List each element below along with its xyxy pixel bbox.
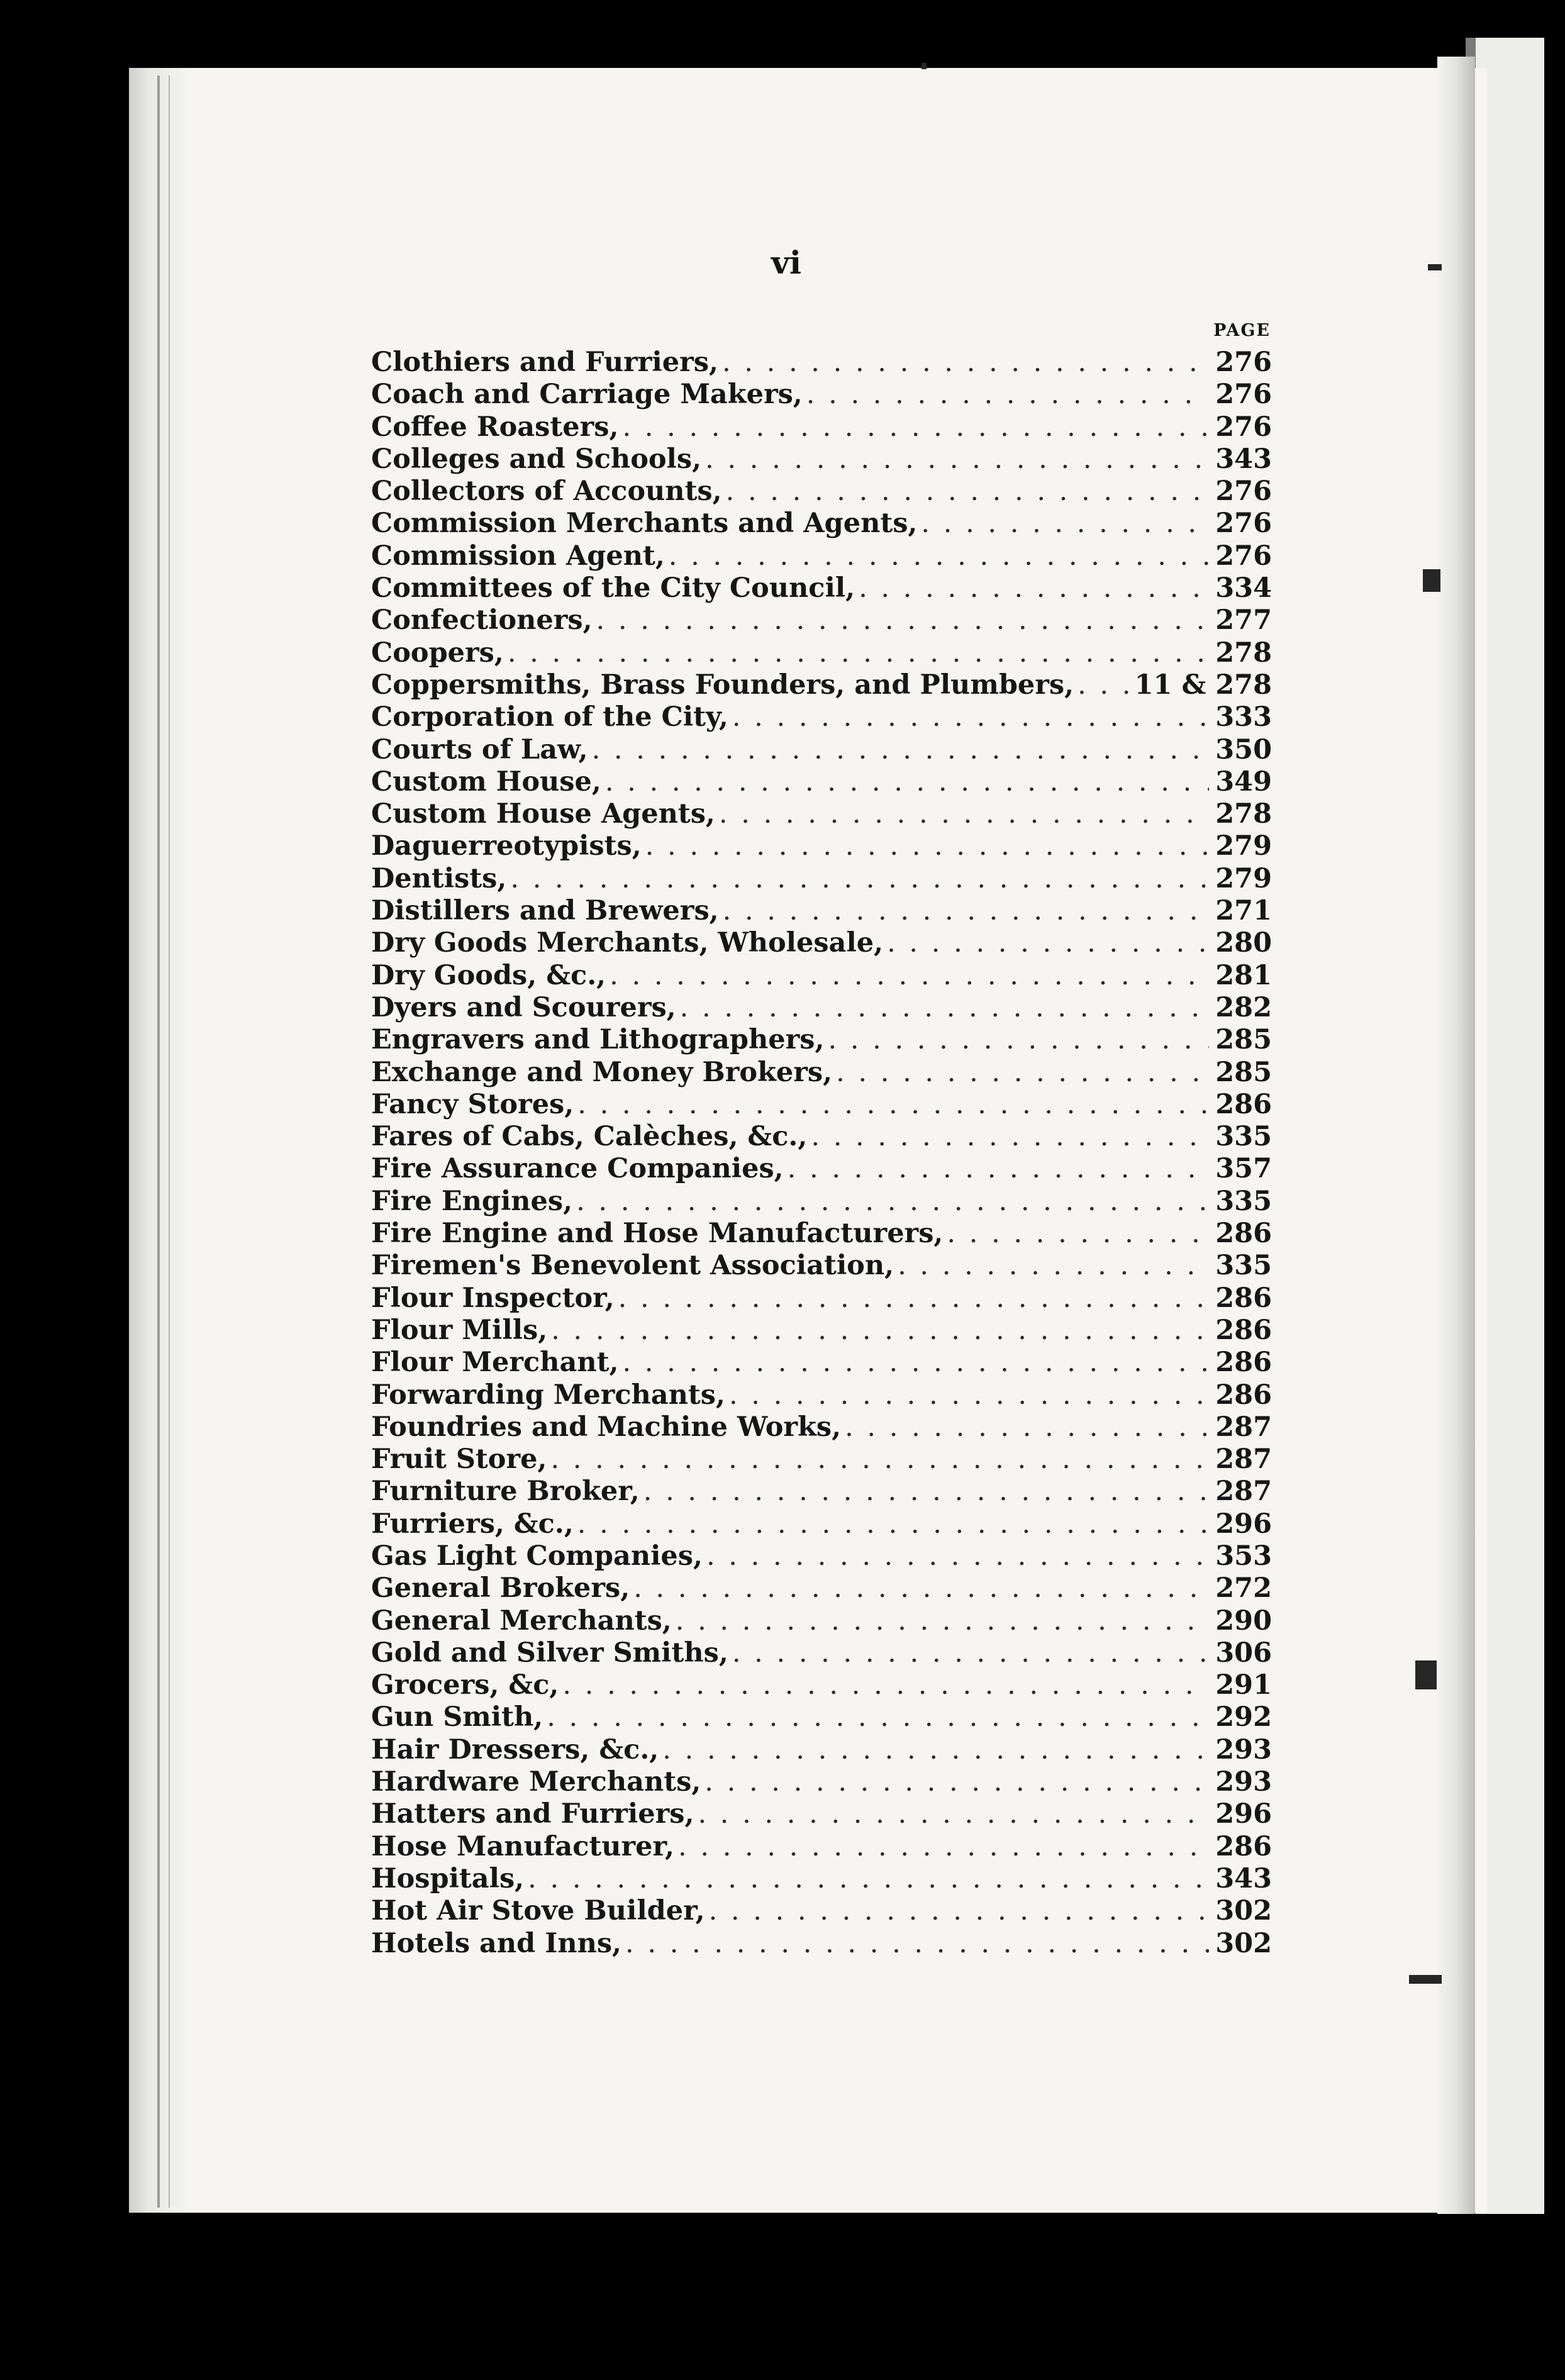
entry-page-number: 276 <box>1215 508 1272 540</box>
dot-leader <box>680 992 1209 1024</box>
scan-speck <box>1428 264 1442 270</box>
entry-page-number: 296 <box>1215 1508 1272 1540</box>
dot-leader <box>610 960 1209 992</box>
dot-leader <box>729 1379 1209 1411</box>
index-entry <box>371 1605 1272 1637</box>
index-entry <box>371 411 1272 443</box>
entry-page-number: 276 <box>1215 475 1272 508</box>
index-entry <box>371 669 1272 701</box>
index-entry <box>371 1153 1272 1185</box>
dot-leader <box>705 1766 1209 1798</box>
dot-leader <box>732 1637 1209 1669</box>
index-entry <box>371 1863 1272 1895</box>
index-entry <box>371 1572 1272 1604</box>
entry-name: Gun Smith, <box>371 1701 543 1733</box>
dot-leader <box>508 637 1209 669</box>
index-entry <box>371 701 1272 733</box>
index-entry <box>371 1637 1272 1669</box>
entry-name: Dentists, <box>371 862 507 894</box>
entry-name: Committees of the City Council, <box>371 572 855 604</box>
index-entry <box>371 1701 1272 1733</box>
entry-name: Hair Dressers, &c., <box>371 1733 659 1766</box>
entry-name: General Brokers, <box>371 1572 630 1604</box>
entry-page-number: 334 <box>1215 572 1272 604</box>
entry-page-number: 281 <box>1215 959 1272 991</box>
index-entry <box>371 1315 1272 1347</box>
entry-name: Daguerreotypists, <box>371 830 642 862</box>
entry-name: Hot Air Stove Builder, <box>371 1895 705 1927</box>
entry-page-number: 293 <box>1215 1733 1272 1766</box>
index-entry <box>371 766 1272 798</box>
entry-name: Dry Goods Merchants, Wholesale, <box>371 927 884 959</box>
entry-name: Flour Merchant, <box>371 1347 619 1379</box>
index-entry <box>371 1540 1272 1572</box>
index-entry <box>371 540 1272 572</box>
entry-page-number: 343 <box>1215 1862 1272 1894</box>
dot-leader <box>845 1411 1209 1443</box>
index-entry <box>371 1089 1272 1121</box>
index-entry <box>371 347 1272 379</box>
dot-leader <box>921 508 1209 540</box>
entry-name: Dry Goods, &c., <box>371 959 606 991</box>
dot-leader <box>788 1153 1209 1185</box>
entry-page-number: 306 <box>1215 1637 1272 1669</box>
entry-name: Foundries and Machine Works, <box>371 1411 842 1443</box>
entry-name: Hatters and Furriers, <box>371 1798 694 1830</box>
entry-page-number: 287 <box>1215 1443 1272 1476</box>
index-entry <box>371 508 1272 540</box>
entry-page-number: 286 <box>1215 1088 1272 1120</box>
index-entry <box>371 1186 1272 1218</box>
index-entry <box>371 863 1272 895</box>
entry-page-number: 286 <box>1215 1347 1272 1379</box>
entry-page-number: 280 <box>1215 927 1272 959</box>
entry-page-number: 278 <box>1215 637 1272 669</box>
entry-page-number: 290 <box>1215 1604 1272 1637</box>
page-number: vi <box>771 244 802 281</box>
entry-name: Firemen's Benevolent Association, <box>371 1250 894 1282</box>
entry-name: Gas Light Companies, <box>371 1540 703 1572</box>
entry-page-number: 292 <box>1215 1701 1272 1733</box>
entry-name: Engravers and Lithographers, <box>371 1024 825 1056</box>
index-entry <box>371 1798 1272 1830</box>
entry-name: Courts of Law, <box>371 733 588 765</box>
index-entry <box>371 1734 1272 1766</box>
entry-name: Distillers and Brewers, <box>371 895 719 927</box>
index-entry <box>371 572 1272 604</box>
entry-name: Commission Agent, <box>371 540 665 572</box>
dot-leader <box>726 475 1209 508</box>
entry-name: Coppersmiths, Brass Founders, and Plumbers, <box>371 669 1074 701</box>
index-entry <box>371 798 1272 830</box>
entry-page-number: 277 <box>1215 604 1272 637</box>
index-entry <box>371 1928 1272 1960</box>
entry-name: Fire Engine and Hose Manufacturers, <box>371 1218 944 1250</box>
entry-name: Coopers, <box>371 637 504 669</box>
entry-name: Corporation of the City, <box>371 701 728 733</box>
dot-leader <box>562 1669 1209 1701</box>
scan-speck <box>1409 1975 1442 1984</box>
entry-page-number: 276 <box>1215 411 1272 443</box>
dot-leader <box>887 927 1209 959</box>
entry-name: Commission Merchants and Agents, <box>371 508 918 540</box>
dot-leader <box>811 1121 1209 1153</box>
entry-page-number: 302 <box>1215 1895 1272 1927</box>
entry-name: Clothiers and Furriers, <box>371 347 718 378</box>
page-column-label: PAGE <box>1213 321 1271 340</box>
dot-leader <box>676 1605 1209 1637</box>
entry-page-number: 286 <box>1215 1314 1272 1346</box>
index-entry <box>371 604 1272 637</box>
entry-name: Exchange and Money Brokers, <box>371 1056 833 1088</box>
entry-name: Fares of Cabs, Calèches, &c., <box>371 1121 808 1153</box>
index-entry <box>371 1057 1272 1089</box>
entry-name: Hospitals, <box>371 1862 525 1894</box>
entry-page-number: 286 <box>1215 1282 1272 1314</box>
index-entry <box>371 475 1272 508</box>
entry-name: Hose Manufacturer, <box>371 1830 675 1862</box>
dot-leader <box>625 1928 1209 1960</box>
index-entry <box>371 1379 1272 1411</box>
dot-leader <box>662 1734 1209 1766</box>
entry-name: Fire Engines, <box>371 1185 573 1217</box>
entry-page-number: 279 <box>1215 862 1272 894</box>
entry-name: Custom House, <box>371 765 601 798</box>
dot-leader <box>698 1798 1209 1830</box>
entry-page-number: 286 <box>1215 1379 1272 1411</box>
entry-name: Fancy Stores, <box>371 1088 574 1120</box>
index-entry <box>371 1476 1272 1508</box>
dot-leader <box>723 895 1209 927</box>
entry-name: General Merchants, <box>371 1604 672 1637</box>
dot-leader <box>592 734 1209 766</box>
index-entry <box>371 895 1272 927</box>
entry-name: Gold and Silver Smiths, <box>371 1637 728 1669</box>
entry-name: Fruit Store, <box>371 1443 547 1476</box>
dot-leader <box>947 1218 1209 1250</box>
page-right-edge <box>1437 57 1475 2214</box>
entry-page-number: 286 <box>1215 1218 1272 1250</box>
index-entry <box>371 1121 1272 1153</box>
dot-leader <box>550 1443 1209 1476</box>
dot-leader <box>551 1315 1209 1347</box>
dot-leader <box>898 1250 1209 1282</box>
index-entry <box>371 637 1272 669</box>
entry-page-number: 276 <box>1215 540 1272 572</box>
index-entry <box>371 1282 1272 1315</box>
dot-leader <box>859 572 1209 604</box>
index-entry <box>371 1443 1272 1476</box>
entry-page-number: 287 <box>1215 1411 1272 1443</box>
dot-leader <box>576 1186 1209 1218</box>
dot-leader <box>828 1024 1209 1056</box>
entry-page-number: 335 <box>1215 1121 1272 1153</box>
index-entry <box>371 992 1272 1024</box>
entry-name: Colleges and Schools, <box>371 443 702 475</box>
dot-leader <box>669 540 1209 572</box>
dot-leader <box>732 701 1209 733</box>
entry-page-number: 291 <box>1215 1669 1272 1701</box>
index-entry <box>371 1508 1272 1540</box>
entry-page-number: 335 <box>1215 1250 1272 1282</box>
dot-leader <box>806 379 1209 411</box>
index-entry <box>371 1347 1272 1379</box>
entry-page-number: 285 <box>1215 1024 1272 1056</box>
index-entry <box>371 1669 1272 1701</box>
dot-leader <box>510 863 1209 895</box>
entry-page-number: 357 <box>1215 1153 1272 1185</box>
entry-page-number: 11 & 278 <box>1134 669 1272 701</box>
index-entry <box>371 1024 1272 1056</box>
entry-name: Grocers, &c, <box>371 1669 559 1701</box>
dot-leader <box>528 1863 1209 1895</box>
dot-leader <box>577 1089 1209 1121</box>
entry-page-number: 276 <box>1215 347 1272 378</box>
dot-leader <box>577 1508 1209 1540</box>
entry-name: Collectors of Accounts, <box>371 475 722 508</box>
entry-name: Furriers, &c., <box>371 1508 574 1540</box>
entry-name: Flour Mills, <box>371 1314 548 1346</box>
dot-leader <box>618 1282 1209 1315</box>
dot-leader <box>643 1476 1209 1508</box>
dot-leader <box>622 1347 1209 1379</box>
entry-name: Custom House Agents, <box>371 798 715 830</box>
dot-leader <box>722 347 1209 379</box>
entry-page-number: 293 <box>1215 1766 1272 1798</box>
index-entry <box>371 830 1272 862</box>
index-entry <box>371 443 1272 475</box>
dot-leader <box>706 1540 1209 1572</box>
entry-page-number: 349 <box>1215 765 1272 798</box>
dot-leader <box>709 1895 1209 1927</box>
index-entry <box>371 927 1272 959</box>
binding-line <box>169 75 170 2208</box>
entry-page-number: 287 <box>1215 1476 1272 1508</box>
dot-leader <box>596 604 1209 637</box>
entry-name: Fire Assurance Companies, <box>371 1153 784 1185</box>
scan-speck <box>922 63 927 69</box>
entry-page-number: 272 <box>1215 1572 1272 1604</box>
binding-line <box>157 75 160 2208</box>
dot-leader <box>678 1831 1209 1863</box>
dot-leader <box>836 1057 1209 1089</box>
entry-name: Hardware Merchants, <box>371 1766 701 1798</box>
index-list <box>371 347 1272 1960</box>
index-entry <box>371 1218 1272 1250</box>
entry-page-number: 276 <box>1215 379 1272 411</box>
entry-name: Coffee Roasters, <box>371 411 619 443</box>
dot-leader <box>645 830 1209 862</box>
dot-leader <box>605 766 1209 798</box>
entry-name: Confectioners, <box>371 604 593 637</box>
dot-leader <box>622 411 1209 443</box>
entry-page-number: 282 <box>1215 991 1272 1023</box>
entry-name: Forwarding Merchants, <box>371 1379 725 1411</box>
entry-page-number: 279 <box>1215 830 1272 862</box>
entry-page-number: 278 <box>1215 798 1272 830</box>
index-entry <box>371 960 1272 992</box>
index-entry <box>371 1831 1272 1863</box>
scan-speck <box>1415 1660 1437 1689</box>
index-entry <box>371 379 1272 411</box>
entry-page-number: 353 <box>1215 1540 1272 1572</box>
entry-name: Flour Inspector, <box>371 1282 615 1314</box>
entry-page-number: 343 <box>1215 443 1272 475</box>
dot-leader <box>1078 669 1128 701</box>
dot-leader <box>719 798 1209 830</box>
index-entry <box>371 734 1272 766</box>
entry-page-number: 302 <box>1215 1927 1272 1959</box>
entry-name: Furniture Broker, <box>371 1476 640 1508</box>
scan-speck <box>1423 569 1440 592</box>
entry-name: Dyers and Scourers, <box>371 991 676 1023</box>
index-entry <box>371 1250 1272 1282</box>
entry-page-number: 285 <box>1215 1056 1272 1088</box>
entry-page-number: 335 <box>1215 1185 1272 1217</box>
index-entry <box>371 1895 1272 1927</box>
entry-page-number: 271 <box>1215 895 1272 927</box>
dot-leader <box>633 1572 1209 1604</box>
entry-name: Coach and Carriage Makers, <box>371 379 803 411</box>
entry-name: Hotels and Inns, <box>371 1927 622 1959</box>
entry-page-number: 286 <box>1215 1830 1272 1862</box>
entry-page-number: 350 <box>1215 733 1272 765</box>
index-entry <box>371 1411 1272 1443</box>
entry-page-number: 296 <box>1215 1798 1272 1830</box>
dot-leader <box>547 1701 1209 1733</box>
dot-leader <box>705 443 1209 475</box>
entry-page-number: 333 <box>1215 701 1272 733</box>
index-entry <box>371 1766 1272 1798</box>
